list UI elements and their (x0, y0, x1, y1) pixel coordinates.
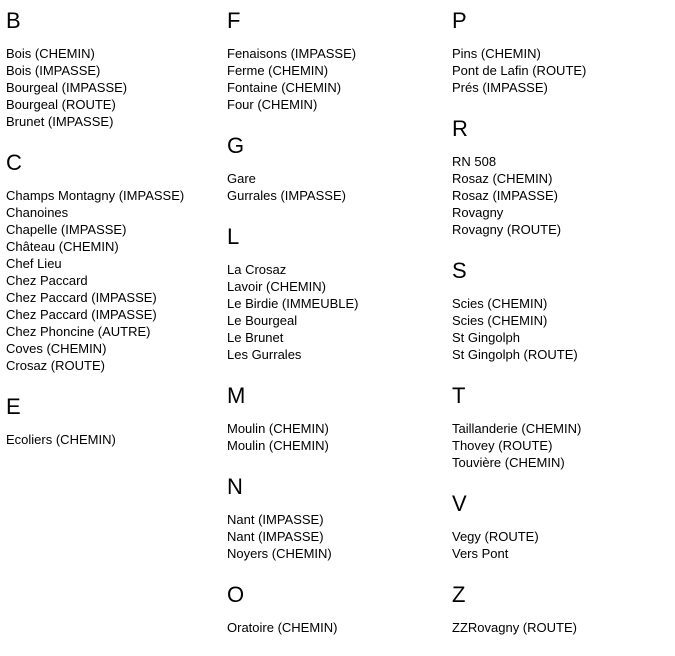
street-item: Bourgeal (IMPASSE) (6, 80, 128, 95)
letter-heading: S (452, 258, 467, 283)
street-item: Brunet (IMPASSE) (6, 114, 114, 129)
letter-heading: R (452, 116, 468, 141)
letter-heading: E (6, 394, 21, 419)
street-item: Rosaz (CHEMIN) (452, 171, 553, 186)
letter-heading: T (452, 383, 466, 408)
street-list (452, 295, 675, 363)
street-item: Pont de Lafin (ROUTE) (452, 63, 587, 78)
letter-heading: N (227, 474, 243, 499)
street-item: Vers Pont (452, 546, 509, 561)
street-item: Fontaine (CHEMIN) (227, 80, 342, 95)
street-item: Chef Lieu (6, 256, 62, 271)
street-item: Pins (CHEMIN) (452, 46, 541, 61)
street-list (227, 420, 452, 454)
street-item: Touvière (CHEMIN) (452, 455, 565, 470)
street-item: Nant (IMPASSE) (227, 529, 324, 544)
street-item: Château (CHEMIN) (6, 239, 119, 254)
street-item: Les Gurrales (227, 347, 302, 362)
street-item: Gurrales (IMPASSE) (227, 188, 346, 203)
street-item: Moulin (CHEMIN) (227, 438, 329, 453)
street-item: ZZRovagny (ROUTE) (452, 620, 577, 635)
street-item: Thovey (ROUTE) (452, 438, 553, 453)
street-item: Chez Paccard (6, 273, 88, 288)
letter-section-m (227, 383, 452, 454)
street-item: Vegy (ROUTE) (452, 529, 539, 544)
street-item: Bois (IMPASSE) (6, 63, 101, 78)
street-list (227, 511, 452, 562)
letter-section-v (452, 491, 675, 562)
letter-heading: Z (452, 582, 466, 607)
street-item: Noyers (CHEMIN) (227, 546, 332, 561)
street-list (452, 45, 675, 96)
street-item: RN 508 (452, 154, 497, 169)
letter-section-f (227, 8, 452, 113)
street-item: Le Bourgeal (227, 313, 298, 328)
street-list (6, 187, 227, 374)
street-item: Chez Phoncine (AUTRE) (6, 324, 151, 339)
letter-section-l (227, 224, 452, 363)
street-item: Rosaz (IMPASSE) (452, 188, 558, 203)
street-item: St Gingolph (452, 330, 520, 345)
letter-section-z (452, 582, 675, 636)
street-item: Moulin (CHEMIN) (227, 421, 329, 436)
street-item: Chanoines (6, 205, 69, 220)
street-list (227, 170, 452, 204)
street-item: Lavoir (CHEMIN) (227, 279, 326, 294)
street-item: Bourgeal (ROUTE) (6, 97, 116, 112)
street-item: Fenaisons (IMPASSE) (227, 46, 357, 61)
letter-heading: C (6, 150, 22, 175)
letter-heading: V (452, 491, 467, 516)
street-item: Chez Paccard (IMPASSE) (6, 290, 157, 305)
letter-section-r (452, 116, 675, 238)
street-item: Crosaz (ROUTE) (6, 358, 105, 373)
street-item: Champs Montagny (IMPASSE) (6, 188, 185, 203)
street-item: Le Brunet (227, 330, 284, 345)
street-item: Chapelle (IMPASSE) (6, 222, 127, 237)
street-item: Gare (227, 171, 256, 186)
street-item: Four (CHEMIN) (227, 97, 318, 112)
letter-heading: F (227, 8, 241, 33)
street-item: La Crosaz (227, 262, 287, 277)
letter-section-n (227, 474, 452, 562)
index-column-1 (6, 8, 227, 468)
street-item: Scies (CHEMIN) (452, 296, 548, 311)
street-list (227, 261, 452, 363)
street-list (227, 45, 452, 113)
street-list (452, 528, 675, 562)
letter-section-s (452, 258, 675, 363)
street-item: Le Birdie (IMMEUBLE) (227, 296, 359, 311)
letter-heading: B (6, 8, 21, 33)
letter-section-t (452, 383, 675, 471)
letter-heading: M (227, 383, 246, 408)
index-column-3 (452, 8, 675, 656)
street-item: Chez Paccard (IMPASSE) (6, 307, 157, 322)
letter-heading: O (227, 582, 245, 607)
street-item: St Gingolph (ROUTE) (452, 347, 578, 362)
street-item: Ferme (CHEMIN) (227, 63, 329, 78)
street-item: Ecoliers (CHEMIN) (6, 432, 116, 447)
street-list (6, 45, 227, 130)
letter-section-c (6, 150, 227, 374)
street-list (452, 619, 675, 636)
street-item: Coves (CHEMIN) (6, 341, 107, 356)
letter-heading: L (227, 224, 240, 249)
street-list (6, 431, 227, 448)
street-list (227, 619, 452, 636)
letter-section-b (6, 8, 227, 130)
street-item: Nant (IMPASSE) (227, 512, 324, 527)
letter-section-e (6, 394, 227, 448)
letter-section-p (452, 8, 675, 96)
street-item: Oratoire (CHEMIN) (227, 620, 338, 635)
street-item: Taillanderie (CHEMIN) (452, 421, 582, 436)
street-item: Prés (IMPASSE) (452, 80, 548, 95)
index-column-2 (227, 8, 452, 656)
street-list (452, 420, 675, 471)
street-item: Scies (CHEMIN) (452, 313, 548, 328)
letter-section-o (227, 582, 452, 636)
street-item: Rovagny (ROUTE) (452, 222, 562, 237)
letter-heading: G (227, 133, 245, 158)
street-list (452, 153, 675, 238)
street-item: Rovagny (452, 205, 504, 220)
street-item: Bois (CHEMIN) (6, 46, 95, 61)
letter-heading: P (452, 8, 467, 33)
letter-section-g (227, 133, 452, 204)
